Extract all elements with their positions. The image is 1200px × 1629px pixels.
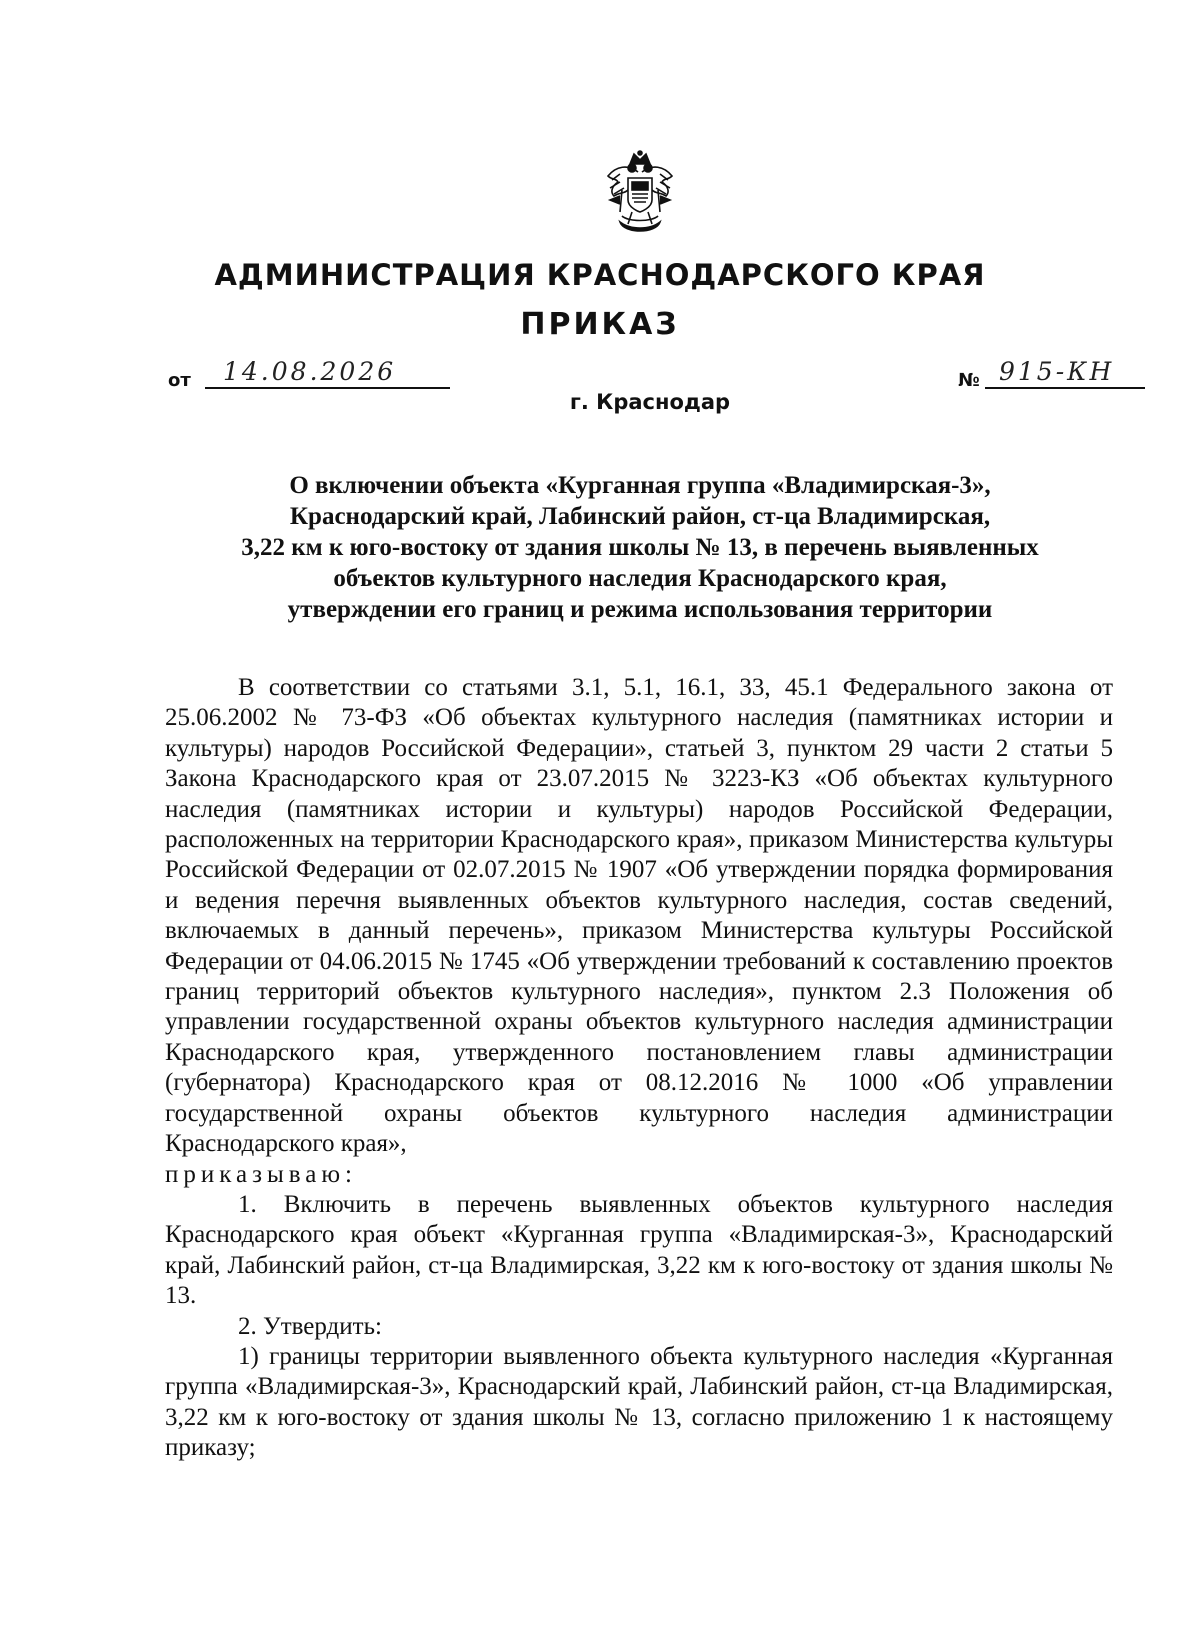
date-label: от xyxy=(168,370,191,391)
number-value: 915-КН xyxy=(985,357,1145,389)
coat-of-arms-icon xyxy=(598,150,682,238)
subject-line: утверждении его границ и режима использования территории xyxy=(287,596,993,623)
order-word: приказываю: xyxy=(165,1160,357,1188)
preamble-paragraph: В соответствии со статьями 3.1, 5.1, 16.1, 33, 45.1 Федерального закона от 25.06.2002 № 73-ФЗ «Об объектах культурного наследия (памятниках истории и культуры) народов Российской Федерации», статьей 3, пунктом 29 части 2 статьи 5 Закона Краснодарского края от 23.07.2015 № 3223-КЗ «Об объектах культурного наследия (памятниках истории и культуры) народов Российской Федерации, расположенных на территории Краснодарского края», приказом Министерства культуры Российской Федерации от 02.07.2015 № 1907 «Об утверждении порядка формирования и ведения перечня выявленных объектов культурного наследия, состав сведений, включаемых в данный перечень», приказом Министерства культуры Российской Федерации от 04.06.2015 № 1745 «Об утверждении требований к составлению проектов границ территорий объектов культурного наследия», пунктом 2.3 Положения об управлении государственной охраны объектов культурного наследия администрации Краснодарского края, утвержденного постановлением главы администрации (губернатора) Краснодарского края от 08.12.2016 № 1000 «Об управлении государственной охраны объектов культурного наследия администрации Краснодарского края», xyxy=(165,674,1113,1158)
item-1-paragraph: 1. Включить в перечень выявленных объектов культурного наследия Краснодарского края объект «Курганная группа «Владимирская-3», Краснодарский край, Лабинский район, ст-ца Владимирская, 3,22 км к юго-востоку от здания школы № 13. xyxy=(165,1190,1113,1310)
subject-line: О включении объекта «Курганная группа «Владимирская-3», xyxy=(289,472,991,499)
document-body xyxy=(165,673,1113,1464)
subject-line: объектов культурного наследия Краснодарского края, xyxy=(333,565,947,592)
item-2-paragraph: 2. Утвердить: xyxy=(238,1312,382,1340)
number-label: № xyxy=(958,370,980,391)
date-value: 14.08.2026 xyxy=(205,357,450,389)
item-2-1-paragraph: 1) границы территории выявленного объекта культурного наследия «Курганная группа «Владимирская-3», Краснодарский край, Лабинский район, ст-ца Владимирская, 3,22 км к юго-востоку от здания школы № 13, согласно приложению 1 к настоящему приказу; xyxy=(165,1342,1113,1462)
document-subject xyxy=(160,470,1120,625)
document-type: ПРИКАЗ xyxy=(520,307,680,342)
subject-line: Краснодарский край, Лабинский район, ст-ца Владимирская, xyxy=(289,503,991,530)
city: г. Краснодар xyxy=(569,390,731,414)
org-title: АДМИНИСТРАЦИЯ КРАСНОДАРСКОГО КРАЯ xyxy=(214,258,986,292)
subject-line: 3,22 км к юго-востоку от здания школы № 13, в перечень выявленных xyxy=(241,534,1039,561)
